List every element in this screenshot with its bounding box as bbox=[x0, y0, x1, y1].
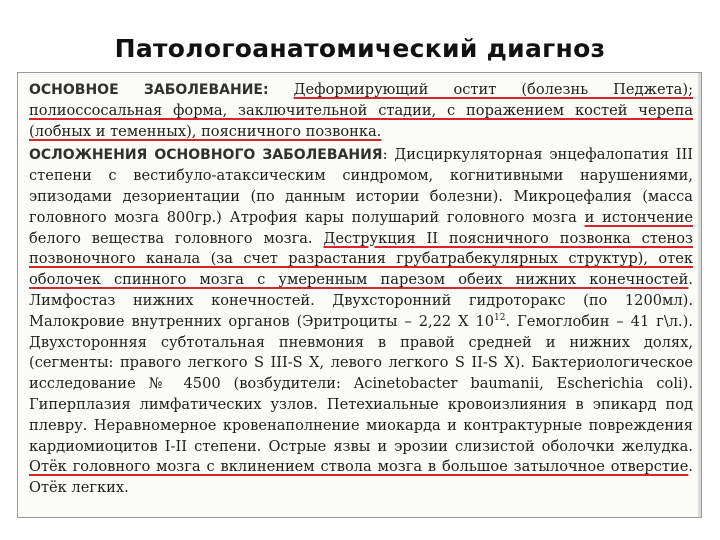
main-disease-paragraph bbox=[29, 80, 693, 142]
complications-text-1: Дисциркуляторная энцефалопатия III степени с вестибуло-атаксическим синдромом, когнитивными нарушениями, эпизодами дезориентации (по данным истории болезни). Микроцефалия (масса головного мозга 800гр.) Атрофия кары полушарий головного мозга bbox=[29, 146, 694, 226]
complications-text-8: . Отёк легких. bbox=[29, 458, 693, 497]
complications-text-5: . Лимфостаз нижних конечностей. Двухсторонний гидроторакс (по 1200мл). Малокровие внутренних органов (Эритроциты – 2,22 X 10 bbox=[29, 271, 693, 330]
complications-brain-edema: Отёк головного мозга с вклинением ствола мозга в большое затылочное отверстие bbox=[29, 458, 689, 476]
main-disease-heading: ОСНОВНОЕ ЗАБОЛЕВАНИЕ: bbox=[29, 82, 269, 98]
complications-vertebra-destruction: Деструкция II поясничного позвонка стеноз позвоночного канала (за счет разрастания грубатрабекулярных структур), отек оболочек спинного мозга с умеренным парезом обеих нижних конечностей bbox=[29, 229, 693, 289]
main-disease-details: ; полиоссосальная форма, заключительной стадии, с поражением костей черепа (лобных и теменных), поясничного позвонка. bbox=[29, 81, 693, 140]
complications-heading: ОСЛОЖНЕНИЯ ОСНОВНОГО ЗАБОЛЕВАНИЯ bbox=[29, 147, 383, 164]
complications-colon: : bbox=[382, 146, 388, 164]
slide-title: Патологоанатомический диагноз bbox=[114, 34, 606, 63]
complications-text-3: белого вещества головного мозга. bbox=[29, 229, 324, 247]
document-text bbox=[29, 80, 693, 499]
complications-paragraph bbox=[29, 145, 693, 499]
exponent: 12 bbox=[494, 312, 506, 323]
main-disease-diagnosis: Деформирующий остит (болезнь Педжета) bbox=[293, 81, 689, 98]
complications-text-6: . Гемоглобин – 41 г\л.). Двухсторонняя субтотальная пневмония в правой средней и нижних долях, (сегменты: правого легкого S III-S X, левого легкого S II-S X). Бактериологическое исследование № 4500 (возбудители: Acinetobacter baumanii, Escherichia coli). Гиперплазия лимфатических узлов. Петехиальные кровоизлияния в эпикард под плевру. Неравномерное кровенаполнение миокарда и контрактурные повреждения кардиомиоцитов I-II степени. Острые язвы и эрозии слизистой оболочки желудка. bbox=[29, 312, 693, 455]
complications-underlined-thinning: и истончение bbox=[584, 208, 693, 226]
scanned-document bbox=[17, 72, 702, 518]
